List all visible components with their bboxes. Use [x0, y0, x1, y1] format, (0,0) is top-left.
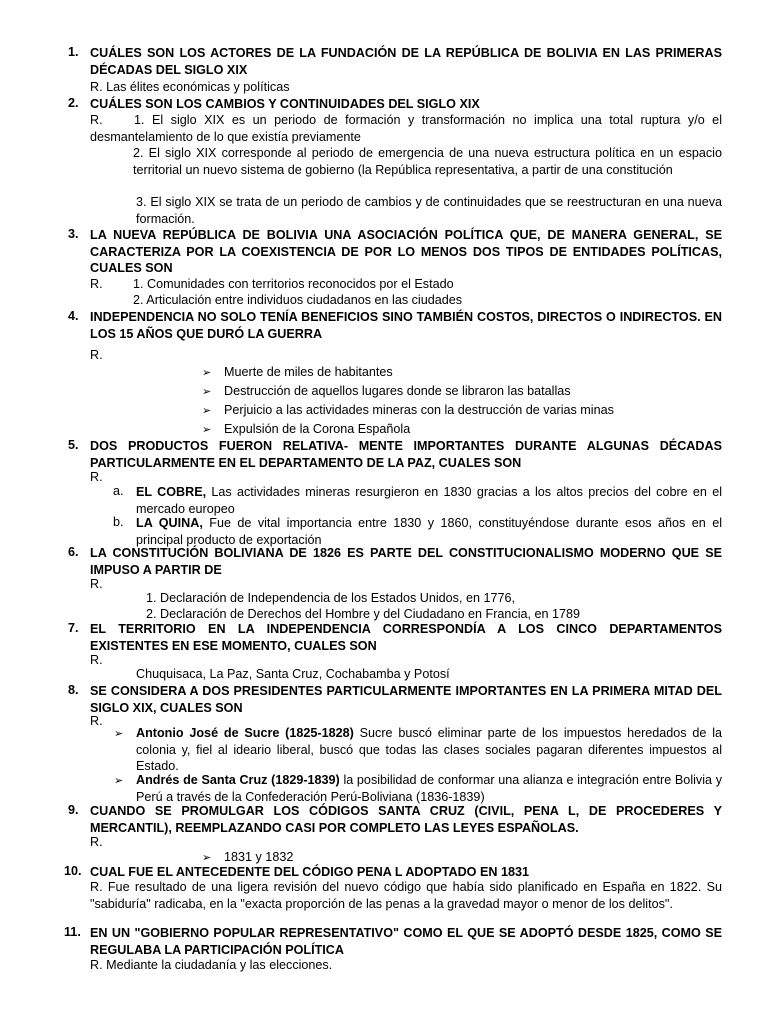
question-number: 10.	[64, 864, 82, 878]
question-number: 3.	[68, 227, 79, 241]
arrow-bullet-icon: ➢	[202, 386, 212, 398]
arrow-bullet-icon: ➢	[114, 728, 124, 740]
list-item: Expulsión de la Corona Española	[224, 422, 411, 436]
answer-text: R. Las élites económicas y políticas	[90, 80, 290, 94]
list-item: Andrés de Santa Cruz (1829-1839) la posibilidad de conformar una alianza e integración entre Bolivia y Perú a través de la Confederación Perú-Boliviana (1836-1839)	[136, 773, 722, 804]
list-marker: b.	[113, 515, 124, 529]
answer-marker: R.	[90, 835, 103, 849]
question-number: 6.	[68, 545, 79, 559]
question-text: SE CONSIDERA A DOS PRESIDENTES PARTICULARMENTE IMPORTANTES EN LA PRIMERA MITAD DEL SIGLO XIX, CUALES SON	[90, 684, 722, 715]
list-item: 1. El siglo XIX es un periodo de formación y transformación no implica una total ruptura y/o el desmantelamiento de lo que existía previamente	[90, 113, 722, 144]
arrow-bullet-icon: ➢	[202, 424, 212, 436]
question-text: DOS PRODUCTOS FUERON RELATIVA- MENTE IMPORTANTES DURANTE ALGUNAS DÉCADAS PARTICULARMENTE EN EL DEPARTAMENTO DE LA PAZ, CUALES SON	[90, 439, 722, 470]
list-item: Destrucción de aquellos lugares donde se libraron las batallas	[224, 384, 571, 398]
question-text: INDEPENDENCIA NO SOLO TENÍA BENEFICIOS SINO TAMBIÉN COSTOS, DIRECTOS O INDIRECTOS. EN LOS 15 AÑOS QUE DURÓ LA GUERRA	[90, 310, 722, 341]
question-number: 1.	[68, 45, 79, 59]
answer-marker: R.	[90, 577, 103, 591]
question-text: EL TERRITORIO EN LA INDEPENDENCIA CORRESPONDÍA A LOS CINCO DEPARTAMENTOS EXISTENTES EN ESE MOMENTO, CUALES SON	[90, 622, 722, 653]
answer-marker: R.	[90, 348, 103, 362]
list-item: 1. Declaración de Independencia de los Estados Unidos, en 1776,	[146, 591, 515, 605]
arrow-bullet-icon: ➢	[202, 852, 212, 864]
question-number: 7.	[68, 621, 79, 635]
list-item: 2. Articulación entre individuos ciudadanos en las ciudades	[133, 293, 463, 307]
list-item: 3. El siglo XIX se trata de un periodo de cambios y de continuidades que se reestructuran en una nueva formación.	[136, 195, 722, 226]
answer-marker: R.	[90, 653, 103, 667]
list-item: 1. Comunidades con territorios reconocidos por el Estado	[133, 277, 454, 291]
answer-marker: R.	[90, 470, 103, 484]
question-text: LA CONSTITUCIÓN BOLIVIANA DE 1826 ES PARTE DEL CONSTITUCIONALISMO MODERNO QUE SE IMPUSO A PARTIR DE	[90, 546, 722, 577]
list-item: EL COBRE, Las actividades mineras resurgieron en 1830 gracias a los altos precios del cobre en el mercado europeo	[136, 485, 722, 516]
arrow-bullet-icon: ➢	[114, 775, 124, 787]
list-marker: a.	[113, 484, 124, 498]
answer-marker: R.	[90, 277, 103, 291]
list-item: 2. El siglo XIX corresponde al periodo de emergencia de una nueva estructura política en un espacio territorial un nuevo sistema de gobierno (la República representativa, a partir de una constitución	[133, 146, 722, 177]
list-item: LA QUINA, Fue de vital importancia entre 1830 y 1860, constituyéndose durante esos años en el principal producto de exportación	[136, 516, 722, 547]
list-item: Perjuicio a las actividades mineras con la destrucción de varias minas	[224, 403, 614, 417]
answer-text: R. Fue resultado de una ligera revisión del nuevo código que había sido planificado en España en 1822. Su "sabiduría" radicaba, en la "exacta proporción de las penas a la gravedad mayor o menor de los delitos".	[90, 880, 722, 911]
answer-text: R. Mediante la ciudadanía y las elecciones.	[90, 958, 333, 972]
question-text: CUAL FUE EL ANTECEDENTE DEL CÓDIGO PENA L ADOPTADO EN 1831	[90, 865, 529, 879]
question-text: LA NUEVA REPÚBLICA DE BOLIVIA UNA ASOCIACIÓN POLÍTICA QUE, DE MANERA GENERAL, SE CARACTERIZA POR LA COEXISTENCIA DE POR LO MENOS DOS TIPOS DE ENTIDADES POLÍTICAS, CUALES SON	[90, 228, 722, 275]
answer-marker: R.	[90, 714, 103, 728]
question-number: 2.	[68, 96, 79, 110]
question-text: CUANDO SE PROMULGAR LOS CÓDIGOS SANTA CRUZ (CIVIL, PENA L, DE PROCEDERES Y MERCANTIL), REEMPLAZANDO CASI POR COMPLETO LAS LEYES ESPAÑOLAS.	[90, 804, 722, 835]
question-number: 9.	[68, 803, 79, 817]
list-item: 2. Declaración de Derechos del Hombre y del Ciudadano en Francia, en 1789	[146, 607, 581, 621]
arrow-bullet-icon: ➢	[202, 367, 212, 379]
answer-marker: R.	[90, 113, 103, 127]
question-number: 8.	[68, 683, 79, 697]
list-item: Chuquisaca, La Paz, Santa Cruz, Cochabamba y Potosí	[136, 667, 450, 681]
list-item: Antonio José de Sucre (1825-1828) Sucre buscó eliminar parte de los impuestos heredados de la colonia y, fiel al ideario liberal, buscó que todas las clases sociales pagaran diferentes impuestos al Estado.	[136, 726, 723, 773]
list-item: Muerte de miles de habitantes	[224, 365, 393, 379]
question-text: EN UN "GOBIERNO POPULAR REPRESENTATIVO" COMO EL QUE SE ADOPTÓ DESDE 1825, COMO SE REGULABA LA PARTICIPACIÓN POLÍTICA	[90, 926, 722, 957]
question-number: 4.	[68, 309, 79, 323]
question-text: CUÁLES SON LOS ACTORES DE LA FUNDACIÓN DE LA REPÚBLICA DE BOLIVIA EN LAS PRIMERAS DÉCADAS DEL SIGLO XIX	[90, 46, 722, 77]
question-number: 11.	[64, 925, 81, 939]
question-number: 5.	[68, 438, 79, 452]
question-text: CUÁLES SON LOS CAMBIOS Y CONTINUIDADES DEL SIGLO XIX	[90, 97, 480, 111]
list-item: 1831 y 1832	[224, 850, 294, 864]
arrow-bullet-icon: ➢	[202, 405, 212, 417]
